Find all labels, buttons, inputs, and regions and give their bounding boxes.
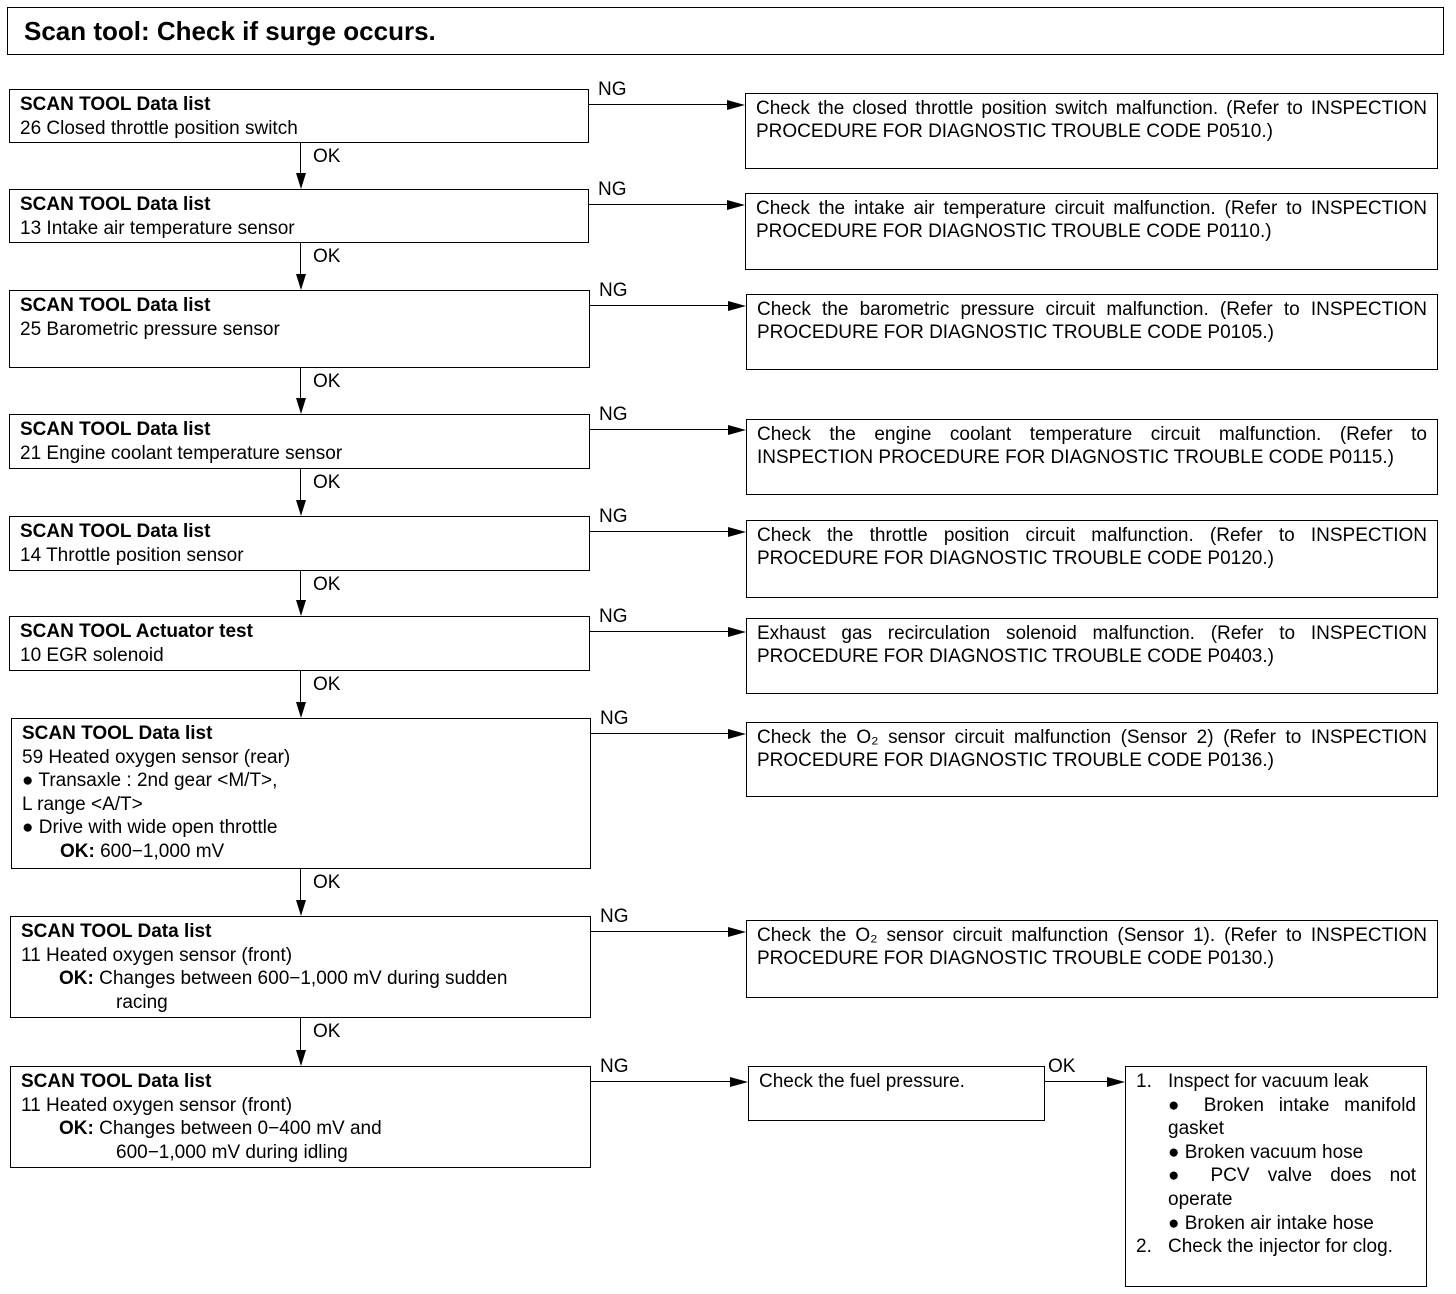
page-title: Scan tool: Check if surge occurs. [7, 7, 1444, 55]
check-line-text: Changes between 0−400 mV and [93, 1118, 382, 1139]
check-box [10, 1066, 591, 1168]
action-number: 1. [1136, 1071, 1152, 1092]
check-line-text: 59 Heated oxygen sensor (rear) [22, 746, 291, 768]
ng-connector [591, 931, 730, 932]
check-line-text: 26 Closed throttle position switch [20, 117, 298, 139]
check-line [21, 1141, 580, 1165]
arrow-right-icon [728, 627, 746, 637]
action-number [1136, 1094, 1168, 1141]
check-line [20, 318, 579, 342]
ok-criteria-label: OK: [59, 1118, 94, 1139]
action-item [1136, 1212, 1416, 1236]
ok-label: OK [313, 371, 341, 392]
ng-label: NG [600, 1056, 629, 1077]
check-line [21, 991, 580, 1015]
check-line [22, 746, 580, 770]
ok-label: OK [313, 574, 341, 595]
arrow-down-icon [296, 1050, 306, 1066]
ng-label: NG [600, 906, 629, 927]
action-number: 2. [1136, 1236, 1152, 1258]
ng-result-box: Check the O₂ sensor circuit malfunction (Sensor 2) (Refer to INSPECTION PROCEDURE FOR DIAGNOSTIC TROUBLE CODE P0136.) [746, 722, 1438, 797]
ok-label: OK [313, 674, 341, 695]
arrow-down-icon [296, 900, 306, 916]
ng-connector [589, 204, 729, 205]
arrow-down-icon [296, 600, 306, 616]
ok-connector [300, 571, 301, 602]
check-line-text: 13 Intake air temperature sensor [20, 217, 295, 239]
action-text: Inspect for vacuum leak [1168, 1071, 1369, 1092]
ok-connector [300, 243, 301, 276]
check-line [20, 442, 579, 466]
arrow-right-icon [1107, 1077, 1125, 1087]
check-line [20, 644, 579, 668]
ng-connector [590, 305, 730, 306]
check-box [9, 616, 590, 671]
ng-result-box: Check the engine coolant temperature circuit malfunction. (Refer to INSPECTION PROCEDURE FOR DIAGNOSTIC TROUBLE CODE P0115.) [746, 419, 1438, 495]
ng-result-box: Check the throttle position circuit malfunction. (Refer to INSPECTION PROCEDURE FOR DIAGNOSTIC TROUBLE CODE P0120.) [746, 520, 1438, 598]
action-text: ● Broken vacuum hose [1168, 1141, 1364, 1163]
ok-connector [300, 368, 301, 400]
check-line [20, 544, 579, 568]
check-line-text: 14 Throttle position sensor [20, 544, 244, 566]
check-header: SCAN TOOL Actuator test [20, 621, 253, 642]
ok-connector [300, 671, 301, 704]
action-number [1136, 1212, 1168, 1236]
ng-result-box: Check the fuel pressure. [748, 1066, 1045, 1121]
ng-connector [590, 429, 730, 430]
ng-result-box: Check the O₂ sensor circuit malfunction (Sensor 1). (Refer to INSPECTION PROCEDURE FOR DIAGNOSTIC TROUBLE CODE P0130.) [746, 920, 1438, 998]
ok-label: OK [313, 146, 341, 167]
ok-connector [300, 1018, 301, 1052]
arrow-right-icon [727, 100, 745, 110]
check-line [22, 840, 580, 864]
check-line-text: 11 Heated oxygen sensor (front) [21, 1094, 293, 1116]
ng-result-box: Check the closed throttle position switch malfunction. (Refer to INSPECTION PROCEDURE FOR DIAGNOSTIC TROUBLE CODE P0510.) [745, 93, 1438, 169]
ok-label: OK [313, 1021, 341, 1042]
action-box [1125, 1066, 1427, 1287]
check-header: SCAN TOOL Data list [20, 521, 211, 542]
ok-connector [300, 143, 301, 175]
check-line-text: ● Transaxle : 2nd gear <M/T>, [22, 770, 278, 791]
ng-connector [589, 104, 729, 105]
ng-label: NG [599, 404, 628, 425]
check-line [22, 769, 580, 793]
check-line-text: ● Drive with wide open throttle [22, 817, 278, 838]
arrow-down-icon [296, 398, 306, 414]
ng-label: NG [598, 179, 627, 200]
check-line-text: Changes between 600−1,000 mV during sudden [93, 968, 508, 989]
arrow-right-icon [728, 927, 746, 937]
ng-result-box: Exhaust gas recirculation solenoid malfunction. (Refer to INSPECTION PROCEDURE FOR DIAGNOSTIC TROUBLE CODE P0403.) [746, 618, 1438, 694]
check-line [21, 967, 580, 991]
check-line [21, 1117, 580, 1141]
ng-label: NG [599, 606, 628, 627]
action-text: ● Broken intake manifold gasket [1168, 1094, 1416, 1140]
ok-label: OK [1048, 1056, 1076, 1077]
ok-label: OK [313, 472, 341, 493]
arrow-right-icon [730, 1077, 748, 1087]
check-box [9, 89, 589, 143]
check-header: SCAN TOOL Data list [22, 723, 213, 744]
action-item [1136, 1235, 1416, 1259]
check-line-text: racing [116, 991, 168, 1013]
ok-connector [300, 469, 301, 502]
check-header: SCAN TOOL Data list [21, 1071, 212, 1092]
action-text: ● PCV valve does not operate [1168, 1165, 1416, 1210]
ok-label: OK [313, 246, 341, 267]
action-text: Check the injector for clog. [1168, 1236, 1393, 1258]
check-box [9, 290, 590, 368]
check-line-text: 21 Engine coolant temperature sensor [20, 442, 343, 464]
check-line-text: 600−1,000 mV [94, 840, 225, 862]
arrow-right-icon [728, 301, 746, 311]
check-header: SCAN TOOL Data list [20, 94, 211, 115]
ok-criteria-label: OK: [59, 968, 94, 989]
check-header: SCAN TOOL Data list [21, 921, 212, 942]
check-line [22, 816, 580, 840]
check-line [20, 117, 578, 141]
arrow-down-icon [296, 274, 306, 290]
action-item [1136, 1164, 1416, 1211]
check-line-text: 25 Barometric pressure sensor [20, 318, 280, 340]
action-item [1136, 1094, 1416, 1141]
check-line-text: 600−1,000 mV during idling [116, 1141, 348, 1163]
action-item [1136, 1070, 1416, 1094]
ok-connector [1045, 1081, 1109, 1082]
ng-label: NG [599, 506, 628, 527]
ng-result-box: Check the intake air temperature circuit malfunction. (Refer to INSPECTION PROCEDURE FOR DIAGNOSTIC TROUBLE CODE P0110.) [745, 193, 1438, 270]
ng-label: NG [599, 280, 628, 301]
ng-label: NG [598, 79, 627, 100]
ok-criteria-label: OK: [60, 840, 95, 862]
arrow-right-icon [727, 200, 745, 210]
check-line-text: L range <A/T> [22, 793, 143, 815]
ok-label: OK [313, 872, 341, 893]
arrow-down-icon [296, 500, 306, 516]
check-header: SCAN TOOL Data list [20, 419, 211, 440]
action-item [1136, 1141, 1416, 1165]
check-header: SCAN TOOL Data list [20, 194, 211, 215]
action-number [1136, 1141, 1168, 1165]
ng-connector [590, 631, 730, 632]
ng-result-box: Check the barometric pressure circuit malfunction. (Refer to INSPECTION PROCEDURE FOR DIAGNOSTIC TROUBLE CODE P0105.) [746, 294, 1438, 370]
ng-connector [591, 1081, 732, 1082]
check-line-text: 11 Heated oxygen sensor (front) [21, 944, 293, 966]
arrow-right-icon [728, 527, 746, 537]
check-box [10, 916, 591, 1018]
ng-connector [591, 733, 730, 734]
arrow-down-icon [296, 173, 306, 189]
arrow-right-icon [728, 729, 746, 739]
check-line-text: 10 EGR solenoid [20, 644, 164, 666]
ng-connector [590, 531, 730, 532]
check-line [21, 944, 580, 968]
check-header: SCAN TOOL Data list [20, 295, 211, 316]
check-box [9, 189, 589, 243]
check-line [20, 217, 578, 241]
arrow-right-icon [728, 425, 746, 435]
check-box [9, 414, 590, 469]
action-text: ● Broken air intake hose [1168, 1212, 1374, 1234]
check-box [9, 516, 590, 571]
ok-connector [300, 869, 301, 902]
action-number [1136, 1164, 1168, 1211]
check-box [11, 718, 591, 869]
ng-label: NG [600, 708, 629, 729]
arrow-down-icon [296, 702, 306, 718]
check-line [21, 1094, 580, 1118]
check-line [22, 793, 580, 817]
